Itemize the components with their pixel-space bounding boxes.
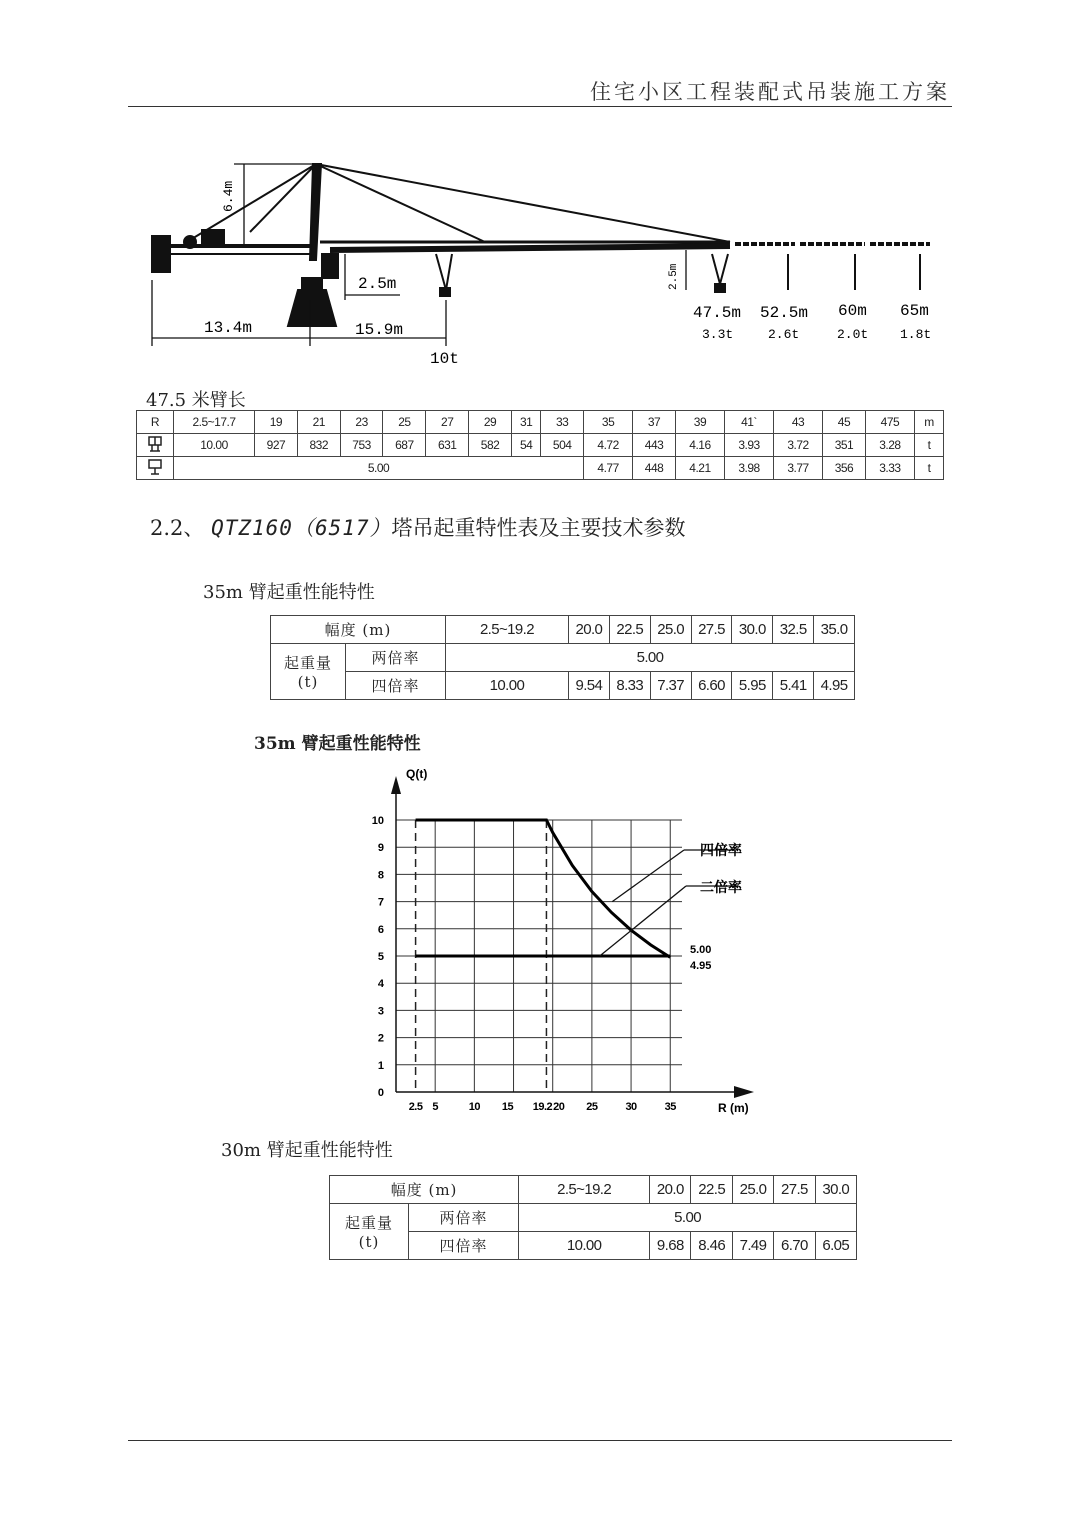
table-row: [137, 434, 944, 457]
value-cell: 582: [469, 434, 512, 457]
value-cell: 5.95: [732, 672, 773, 700]
tip-load-47: 3.3t: [702, 327, 734, 342]
chart-caption: 35m 臂起重性能特性: [254, 734, 421, 754]
value-cell: 9.68: [650, 1232, 691, 1260]
radius-cell: 20.0: [650, 1176, 691, 1204]
r-label-cell: R: [137, 411, 174, 434]
radius-cell: 45: [823, 411, 866, 434]
value-cell: 3.77: [774, 457, 823, 480]
two-fall-value-cell: 5.00: [445, 644, 854, 672]
value-cell: 927: [255, 434, 298, 457]
radius-cell: 30.0: [815, 1176, 856, 1204]
dim-height-label: 6.4m: [221, 180, 236, 212]
load-label-cell: [330, 1204, 409, 1260]
value-cell: 7.49: [732, 1232, 773, 1260]
legend-label-two-fall: 二倍率: [700, 880, 742, 896]
value-cell: 4.72: [584, 434, 633, 457]
x-tick-label: 20: [553, 1101, 565, 1113]
tip-length-60: 60m: [838, 302, 867, 320]
y-tick-label: 10: [371, 815, 384, 827]
end-label-four-fall: 4.95: [690, 960, 712, 972]
load-table-30m: [329, 1175, 857, 1260]
radius-cell: 37: [633, 411, 676, 434]
max-load-label: 10t: [430, 350, 459, 368]
y-axis-arrow: [391, 776, 401, 794]
y-tick-label: 5: [377, 951, 384, 963]
table-row: [137, 457, 944, 480]
radius-cell: 31: [511, 411, 540, 434]
radius-cell: 25.0: [650, 616, 691, 644]
radius-cell: 29: [469, 411, 512, 434]
table-row: [330, 1204, 857, 1232]
tip-length-47: 47.5m: [693, 304, 742, 322]
value-cell: 4.77: [584, 457, 633, 480]
value-cell: 4.95: [814, 672, 855, 700]
value-cell: 443: [633, 434, 676, 457]
four-fall-label-cell: 四倍率: [409, 1232, 519, 1260]
unit-cell: m: [915, 411, 944, 434]
unit-cell: t: [915, 434, 944, 457]
value-cell: 7.37: [650, 672, 691, 700]
load-table-35m: [270, 615, 855, 700]
radius-cell: 19: [255, 411, 298, 434]
y-tick-label: 7: [377, 896, 384, 909]
y-tick-label: 9: [377, 842, 384, 855]
value-cell: 10.00: [174, 434, 255, 457]
value-cell: 3.98: [724, 457, 773, 480]
two-fall-label-cell: 两倍率: [409, 1204, 519, 1232]
x-tick-label: 10: [468, 1101, 480, 1113]
radius-cell: 27.5: [691, 616, 732, 644]
section-title: 塔吊起重特性表及主要技术参数: [391, 516, 686, 540]
value-cell: 3.93: [724, 434, 773, 457]
radius-cell: 27: [426, 411, 469, 434]
legend-leader-two-fall: [600, 886, 686, 956]
x-tick-label: 5: [432, 1101, 438, 1113]
page-header-title: 住宅小区工程装配式吊装施工方案: [590, 80, 950, 104]
value-cell: 687: [383, 434, 426, 457]
radius-cell: 23: [340, 411, 383, 434]
value-cell: 6.70: [774, 1232, 815, 1260]
radius-cell: 2.5~19.2: [519, 1176, 650, 1204]
radius-cell: 43: [774, 411, 823, 434]
tip-load-65: 1.8t: [900, 327, 932, 342]
tip-length-52: 52.5m: [760, 304, 809, 322]
crane-structure: [152, 164, 930, 326]
value-cell: 8.46: [691, 1232, 732, 1260]
table-row: [271, 672, 855, 700]
value-cell: 356: [823, 457, 866, 480]
y-tick-label: 3: [377, 1005, 384, 1018]
radius-cell: 27.5: [774, 1176, 815, 1204]
x-tick-label: 25: [586, 1101, 598, 1113]
radius-cell: 39: [675, 411, 724, 434]
value-cell: 10.00: [519, 1232, 650, 1260]
value-cell: 3.72: [774, 434, 823, 457]
value-cell: 4.21: [675, 457, 724, 480]
x-axis-label: R (m): [718, 1101, 749, 1115]
value-cell: 9.54: [568, 672, 609, 700]
y-tick-label: 4: [377, 978, 384, 991]
radius-cell: 35: [584, 411, 633, 434]
range-label-cell: 幅度 (m): [271, 616, 446, 644]
value-cell: 6.05: [815, 1232, 856, 1260]
y-tick-label: 1: [377, 1059, 384, 1072]
y-tick-label: 6: [377, 923, 384, 936]
hook-trolley-1: [436, 254, 452, 296]
two-fall-hook-icon: [137, 457, 174, 480]
load-label-line-1: 起重量: [283, 654, 332, 672]
radius-cell: 2.5~19.2: [445, 616, 568, 644]
section-model: QTZ160（6517）: [211, 516, 392, 540]
x-tick-label: 19.2: [532, 1101, 553, 1113]
load-label-line-1: 起重量: [344, 1214, 393, 1232]
legend-label-four-fall: 四倍率: [700, 843, 742, 859]
radius-cell: 32.5: [773, 616, 814, 644]
tip-length-65: 65m: [900, 302, 929, 320]
load-curve-chart: [360, 760, 780, 1120]
range-label-cell: 幅度 (m): [330, 1176, 519, 1204]
merged-value-cell: 5.00: [174, 457, 584, 480]
value-cell: 5.41: [773, 672, 814, 700]
table-row: [271, 616, 855, 644]
radius-cell: 21: [297, 411, 340, 434]
value-cell: 3.28: [865, 434, 914, 457]
table-row: [137, 411, 944, 434]
table-35-caption: 35m 臂起重性能特性: [203, 582, 375, 603]
value-cell: 631: [426, 434, 469, 457]
radius-cell: 22.5: [609, 616, 650, 644]
x-tick-label: 2.5: [408, 1101, 423, 1113]
load-label-cell: [271, 644, 346, 700]
y-tick-label: 2: [377, 1032, 384, 1045]
radius-cell: 33: [541, 411, 584, 434]
dim-trolley-label: 2.5m: [358, 275, 397, 293]
x-tick-label: 30: [625, 1101, 637, 1113]
radius-cell: 25: [383, 411, 426, 434]
counterweight-block: [152, 236, 170, 272]
value-cell: 4.16: [675, 434, 724, 457]
section-heading: [150, 512, 686, 542]
winch-block: [202, 230, 224, 246]
value-cell: 8.33: [609, 672, 650, 700]
table-row: [271, 644, 855, 672]
tower-crane-diagram: [130, 150, 950, 375]
footer-divider: [128, 1440, 952, 1441]
four-fall-label-cell: 四倍率: [346, 672, 446, 700]
table-row: [330, 1232, 857, 1260]
radius-cell: 475: [865, 411, 914, 434]
x-axis-arrow: [734, 1086, 754, 1098]
radius-cell: 25.0: [732, 1176, 773, 1204]
x-tick-label: 35: [664, 1101, 676, 1113]
value-cell: 10.00: [445, 672, 568, 700]
radius-cell: 20.0: [568, 616, 609, 644]
series-line-four-fall: [416, 820, 671, 957]
legend-leader-four-fall: [612, 850, 684, 902]
value-cell: 504: [541, 434, 584, 457]
value-cell: 832: [297, 434, 340, 457]
value-cell: 54: [511, 434, 540, 457]
hook-tip-47: [712, 254, 728, 292]
end-label-two-fall: 5.00: [690, 944, 712, 956]
radius-cell: 22.5: [691, 1176, 732, 1204]
y-axis-label: Q(t): [406, 767, 428, 781]
radius-cell: 41`: [724, 411, 773, 434]
y-tick-label: 8: [377, 869, 384, 882]
value-cell: 351: [823, 434, 866, 457]
dim-counter-jib-label: 13.4m: [204, 319, 253, 337]
radius-cell: 2.5~17.7: [174, 411, 255, 434]
tip-load-52: 2.6t: [768, 327, 800, 342]
table-row: [330, 1176, 857, 1204]
unit-cell: t: [915, 457, 944, 480]
dim-hook-height-label: 2.5m: [668, 263, 680, 290]
load-label-line-2: (t): [297, 673, 319, 691]
value-cell: 448: [633, 457, 676, 480]
value-cell: 6.60: [691, 672, 732, 700]
two-fall-value-cell: 5.00: [519, 1204, 857, 1232]
header-divider: [128, 106, 952, 107]
value-cell: 753: [340, 434, 383, 457]
table-30-caption: 30m 臂起重性能特性: [221, 1140, 393, 1161]
radius-cell: 30.0: [732, 616, 773, 644]
radius-cell: 35.0: [814, 616, 855, 644]
value-cell: 3.33: [865, 457, 914, 480]
dim-radius-label: 15.9m: [355, 321, 404, 339]
two-fall-label-cell: 两倍率: [346, 644, 446, 672]
section-number: 2.2、: [150, 516, 205, 540]
x-tick-label: 15: [501, 1101, 514, 1113]
four-fall-hook-icon: [137, 434, 174, 457]
table-47-caption: 47.5 米臂长: [146, 390, 246, 411]
tip-load-60: 2.0t: [837, 327, 869, 342]
load-label-line-2: (t): [358, 1233, 380, 1251]
load-table-47m: [136, 410, 944, 480]
y-tick-label: 0: [377, 1087, 384, 1099]
